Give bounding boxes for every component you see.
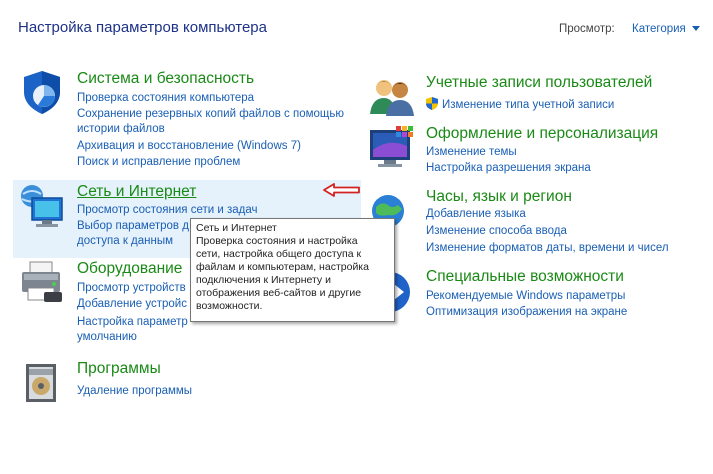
link-add-device[interactable]: Добавление устройс bbox=[77, 298, 187, 310]
uac-shield-icon bbox=[426, 97, 438, 110]
link-default-settings-cont[interactable]: умолчанию bbox=[77, 331, 137, 343]
link-troubleshoot[interactable]: Поиск и исправление проблем bbox=[77, 156, 241, 168]
link-recommended-settings[interactable]: Рекомендуемые Windows параметры bbox=[426, 290, 626, 302]
link-optimize-display[interactable]: Оптимизация изображения на экране bbox=[426, 306, 628, 318]
shield-icon[interactable] bbox=[18, 68, 66, 116]
link-check-status[interactable]: Проверка состояния компьютера bbox=[77, 92, 255, 104]
link-screen-resolution[interactable]: Настройка разрешения экрана bbox=[426, 162, 591, 174]
programs-icon[interactable] bbox=[18, 358, 66, 406]
link-sharing-options-cont[interactable]: доступа к данным bbox=[77, 235, 174, 247]
category-title-hardware[interactable]: Оборудование bbox=[77, 260, 183, 277]
link-file-history[interactable]: Сохранение резервных копий файлов с помощью bbox=[77, 108, 344, 120]
tooltip-line: возможности. bbox=[196, 300, 263, 312]
tooltip-line: сети, настройка общего доступа к bbox=[196, 248, 362, 260]
category-title-appearance[interactable]: Оформление и персонализация bbox=[426, 125, 659, 142]
view-by-dropdown[interactable]: Категория bbox=[632, 23, 686, 35]
tooltip-line: отображения веб-сайтов и другие bbox=[196, 287, 362, 299]
network-icon[interactable] bbox=[18, 182, 66, 230]
link-change-account-type[interactable] bbox=[426, 97, 614, 113]
link-add-language[interactable]: Добавление языка bbox=[426, 208, 526, 220]
link-date-formats[interactable]: Изменение форматов даты, времени и чисел bbox=[426, 242, 669, 254]
category-title-access[interactable]: Специальные возможности bbox=[426, 268, 624, 285]
chevron-down-icon[interactable] bbox=[692, 26, 700, 31]
tooltip-line: подключения к Интернету и bbox=[196, 274, 331, 286]
link-default-settings[interactable]: Настройка параметр bbox=[77, 316, 188, 328]
tooltip-line: Проверка состояния и настройка bbox=[196, 235, 358, 247]
category-title-clock[interactable]: Часы, язык и регион bbox=[426, 188, 572, 205]
link-backup-restore[interactable]: Архивация и восстановление (Windows 7) bbox=[77, 140, 301, 152]
link-file-history-cont[interactable]: истории файлов bbox=[77, 123, 165, 135]
category-title-programs[interactable]: Программы bbox=[77, 360, 161, 377]
category-title-system[interactable]: Система и безопасность bbox=[77, 70, 255, 87]
arrow-left-icon bbox=[322, 182, 362, 198]
link-change-input[interactable]: Изменение способа ввода bbox=[426, 225, 567, 237]
tooltip-title: Сеть и Интернет bbox=[196, 222, 277, 234]
link-view-devices[interactable]: Просмотр устройств bbox=[77, 282, 186, 294]
printer-icon[interactable] bbox=[18, 258, 66, 306]
category-title-accounts[interactable]: Учетные записи пользователей bbox=[426, 74, 653, 91]
category-title-network[interactable]: Сеть и Интернет bbox=[77, 183, 197, 200]
tooltip bbox=[190, 218, 395, 322]
link-change-theme[interactable]: Изменение темы bbox=[426, 146, 517, 158]
users-icon[interactable] bbox=[368, 72, 416, 120]
link-network-status[interactable]: Просмотр состояния сети и задач bbox=[77, 204, 258, 216]
view-by-label: Просмотр: bbox=[559, 23, 615, 35]
tooltip-line: файлам и компьютерам, настройка bbox=[196, 261, 369, 273]
link-change-account-type-label: Изменение типа учетной записи bbox=[442, 99, 615, 111]
link-uninstall-program[interactable]: Удаление программы bbox=[77, 385, 193, 397]
page-title: Настройка параметров компьютера bbox=[18, 19, 267, 36]
appearance-icon[interactable] bbox=[368, 124, 416, 172]
link-sharing-options[interactable]: Выбор параметров д bbox=[77, 220, 189, 232]
